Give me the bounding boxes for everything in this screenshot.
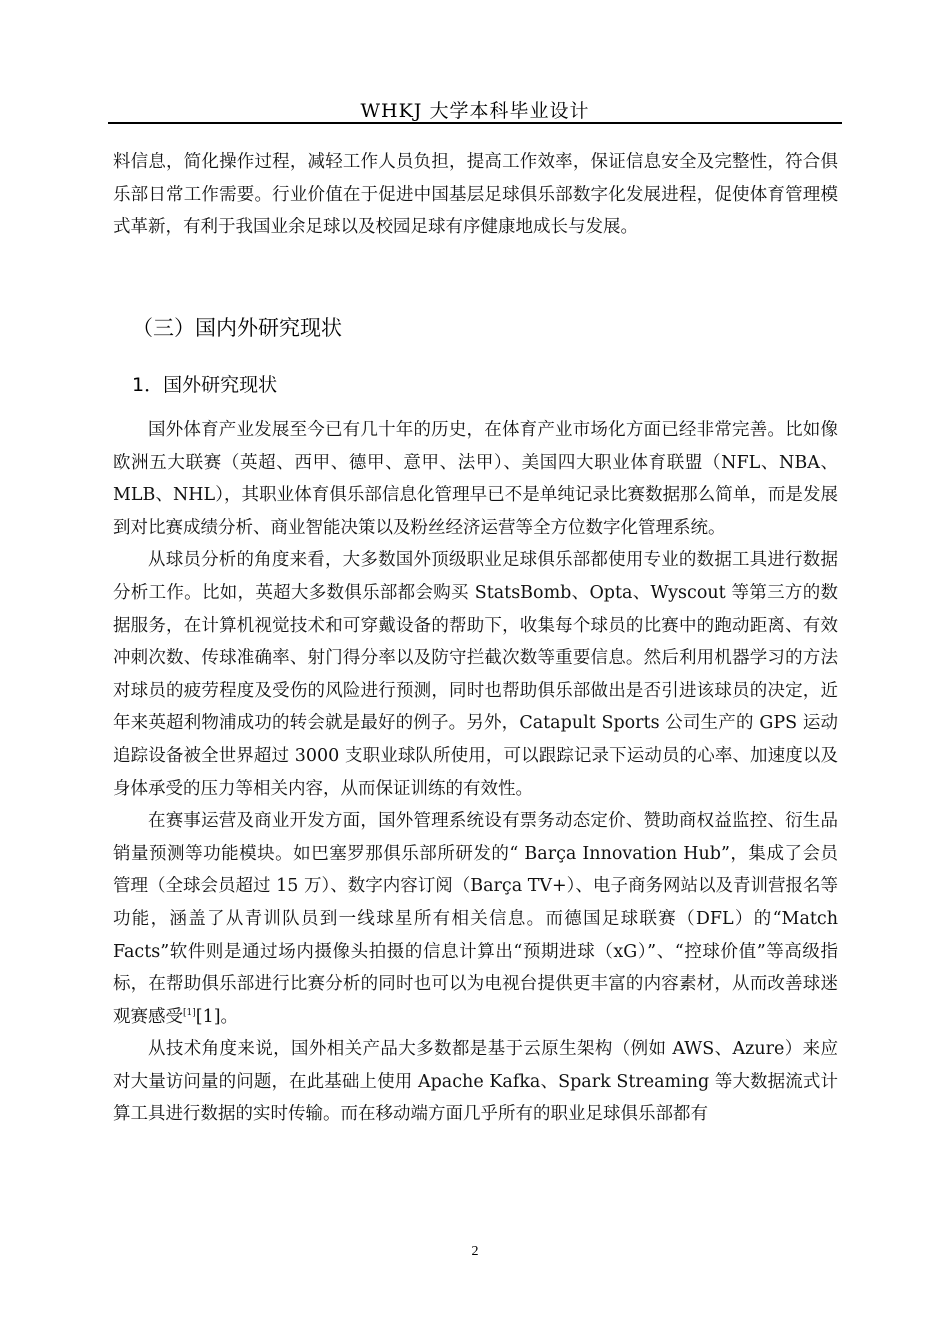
subsection-heading: 1．国外研究现状 — [132, 374, 278, 396]
paragraph-player-analysis: 从球员分析的角度来看，大多数国外顶级职业足球俱乐部都使用专业的数据工具进行数据分析工作。比如，英超大多数俱乐部都会购买 StatsBomb、Opta、Wyscout 等第三方的数据服务，在计算机视觉技术和可穿戴设备的帮助下，收集每个球员的比赛中的跑动距离、有效冲刺次数、传球准确率、射门得分率以及防守拦截次数等重要信息。然后利用机器学习的方法对球员的疲劳程度及受伤的风险进行预测，同时也帮助俱乐部做出是否引进该球员的决定，近年来英超利物浦成功的转会就是最好的例子。另外，Catapult Sports 公司生产的 GPS 运动追踪设备被全世界超过 3000 支职业球队所使用，可以跟踪记录下运动员的心率、加速度以及身体承受的压力等相关内容，从而保证训练的有效性。 — [113, 550, 838, 799]
paragraph-operations — [113, 805, 838, 1033]
intro-paragraph: 料信息，简化操作过程，减轻工作人员负担，提高工作效率，保证信息安全及完整性，符合俱乐部日常工作需要。行业价值在于促进中国基层足球俱乐部数字化发展进程，促使体育管理模式革新，有利于我国业余足球以及校园足球有序健康地成长与发展。 — [113, 152, 838, 238]
section-heading: （三）国内外研究现状 — [132, 316, 342, 340]
intro-paragraph-block — [113, 146, 838, 244]
main-text-block — [113, 414, 838, 1131]
paragraph-operations-text: 在赛事运营及商业开发方面，国外管理系统设有票务动态定价、赞助商权益监控、衍生品销量预测等功能模块。如巴塞罗那俱乐部所研发的“ Barça Innovation Hub”，集成了会员管理（全球会员超过 15 万）、数字内容订阅（Barça TV+）、电子商务网站以及青训营报名等功能，涵盖了从青训队员到一线球星所有相关信息。而德国足球联赛（DFL）的“Match Facts”软件则是通过场内摄像头拍摄的信息计算出“预期进球（xG）”、“控球价值”等高级指标，在帮助俱乐部进行比赛分析的同时也可以为电视台提供更丰富的内容素材，从而改善球迷观赛感受 — [113, 811, 838, 1027]
paragraph-industry: 国外体育产业发展至今已有几十年的历史，在体育产业市场化方面已经非常完善。比如像欧洲五大联赛（英超、西甲、德甲、意甲、法甲）、美国四大职业体育联盟（NFL、NBA、MLB、NHL），其职业体育俱乐部信息化管理早已不是单纯记录比赛数据那么简单，而是发展到对比赛成绩分析、商业智能决策以及粉丝经济运营等全方位数字化管理系统。 — [113, 420, 838, 538]
header-rule — [108, 122, 842, 124]
page-header-title: WHKJ 大学本科毕业设计 — [360, 100, 590, 122]
citation-superscript: [1] — [183, 1007, 196, 1018]
paragraph-technology: 从技术角度来说，国外相关产品大多数都是基于云原生架构（例如 AWS、Azure）来应对大量访问量的问题，在此基础上使用 Apache Kafka、Spark Streaming 等大数据流式计算工具进行数据的实时传输。而在移动端方面几乎所有的职业足球俱乐部都有 — [113, 1039, 838, 1125]
citation-inline: [1]。 — [195, 1006, 239, 1027]
page-number: 2 — [471, 1244, 479, 1259]
